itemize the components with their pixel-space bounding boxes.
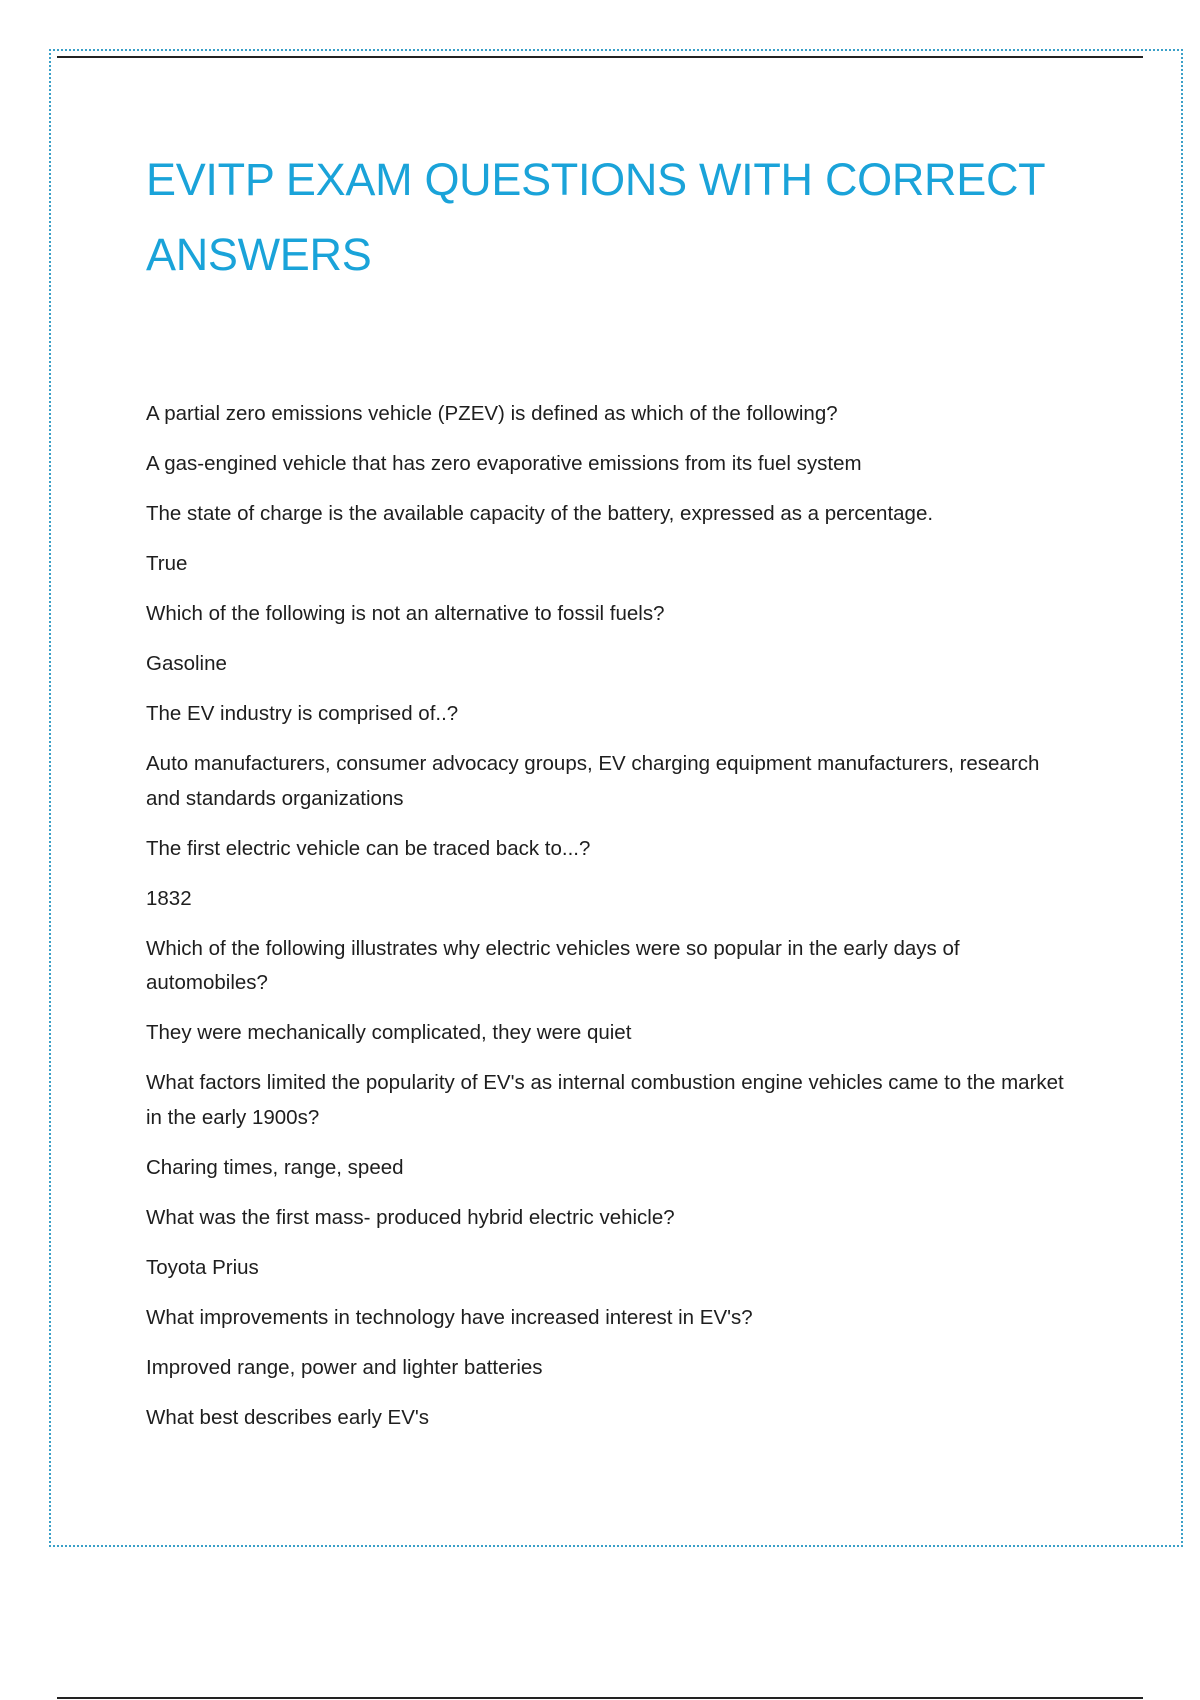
question-line: A partial zero emissions vehicle (PZEV) is defined as which of the following?: [146, 402, 838, 425]
answer-line: Improved range, power and lighter batteries: [146, 1355, 543, 1379]
answer-line: Charing times, range, speed: [146, 1155, 404, 1179]
qa-list: [146, 397, 1076, 1451]
answer-line: Toyota Prius: [146, 1255, 259, 1279]
question-line: The first electric vehicle can be traced back to...?: [146, 836, 591, 860]
question-line: What factors limited the popularity of EV's as internal combustion engine vehicles came to the market in the early 1900s?: [146, 1071, 1064, 1129]
answer-line: They were mechanically complicated, they were quiet: [146, 1021, 632, 1044]
question-line: Which of the following is not an alternative to fossil fuels?: [146, 602, 665, 625]
answer-line: True: [146, 552, 188, 575]
footer-rule: [57, 1697, 1143, 1699]
answer-line: 1832: [146, 886, 192, 910]
answer-line: Auto manufacturers, consumer advocacy groups, EV charging equipment manufacturers, research and standards organizations: [146, 752, 1040, 810]
answer-line: Gasoline: [146, 652, 227, 675]
question-line: The state of charge is the available capacity of the battery, expressed as a percentage.: [146, 502, 934, 525]
question-line: What best describes early EV's: [146, 1405, 430, 1429]
question-line: Which of the following illustrates why electric vehicles were so popular in the early days of automobiles?: [146, 936, 960, 994]
question-line: What improvements in technology have increased interest in EV's?: [146, 1305, 753, 1329]
document-title: EVITP EXAM QUESTIONS WITH CORRECT ANSWERS: [146, 154, 1045, 280]
answer-line: A gas-engined vehicle that has zero evaporative emissions from its fuel system: [146, 452, 862, 475]
question-line: What was the first mass- produced hybrid electric vehicle?: [146, 1205, 675, 1229]
question-line: The EV industry is comprised of..?: [146, 702, 459, 725]
